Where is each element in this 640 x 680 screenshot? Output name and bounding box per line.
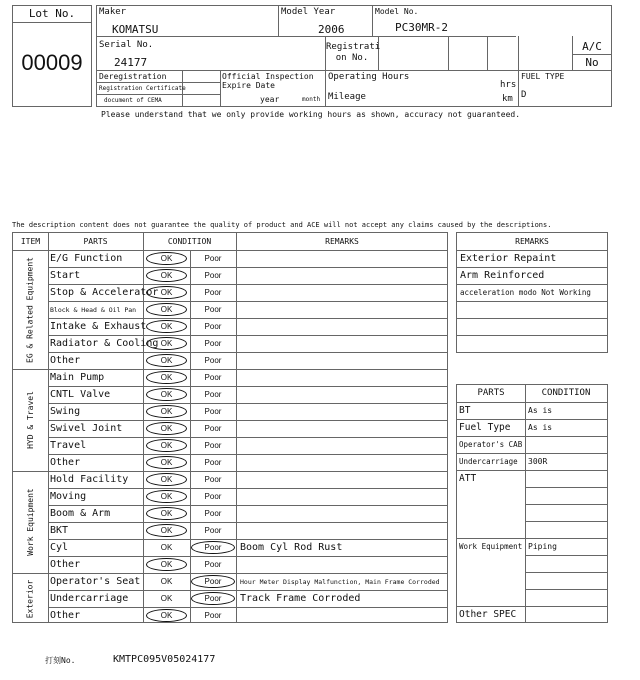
poor-option[interactable]: Poor (204, 254, 222, 263)
ok-option[interactable]: OK (160, 339, 173, 348)
poor-option[interactable]: Poor (204, 594, 222, 603)
divider (457, 419, 607, 420)
divider (48, 386, 447, 387)
serial-value: 24177 (114, 56, 148, 69)
part-name: BKT (50, 525, 69, 536)
stamp-label: 打刻No. (45, 656, 76, 665)
selected-circle-mark (191, 592, 235, 605)
selected-circle-mark (191, 575, 235, 588)
part-name: Swing (50, 406, 81, 417)
divider (457, 284, 607, 285)
ok-option[interactable]: OK (160, 390, 173, 399)
side-remark-text: Exterior Repaint (460, 253, 557, 264)
poor-option[interactable]: Poor (204, 492, 222, 501)
poor-option[interactable]: Poor (204, 577, 222, 586)
divider (525, 504, 607, 505)
part-name: Other (50, 457, 81, 468)
poor-option[interactable]: Poor (204, 407, 222, 416)
part-name: Intake & Exhaust (50, 321, 147, 332)
divider (96, 94, 220, 95)
serial-label: Serial No. (99, 40, 154, 50)
ok-option[interactable]: OK (160, 305, 173, 314)
part-name: E/G Function (50, 253, 123, 264)
divider (48, 267, 447, 268)
remark-text: Hour Meter Display Malfunction, Main Frame Corroded (240, 578, 440, 586)
selected-circle-mark (146, 405, 187, 418)
condition-table (12, 232, 448, 623)
selected-circle-mark (146, 286, 187, 299)
divider (525, 521, 607, 522)
divider (48, 437, 447, 438)
divider (48, 420, 447, 421)
divider (96, 36, 516, 37)
disclaimer: The description content does not guarantee the quality of product and ACE will not accept any claims caused by the descriptions. (12, 221, 552, 229)
selected-circle-mark (146, 303, 187, 316)
selected-circle-mark (146, 269, 187, 282)
side-remark-text: Arm Reinforced (460, 270, 545, 281)
divider (48, 284, 447, 285)
parts-condition-value: Piping (528, 542, 557, 551)
divider (457, 470, 607, 471)
parts-name: Fuel Type (459, 422, 511, 433)
remark-text: Boom Cyl Rod Rust (240, 542, 343, 553)
ac-label: A/C (582, 40, 602, 53)
selected-circle-mark (146, 524, 187, 537)
divider (48, 556, 447, 557)
side-remarks-header: REMARKS (515, 237, 549, 246)
parts-name: Other SPEC (459, 609, 517, 620)
divider (48, 488, 447, 489)
parts-name: BT (459, 405, 471, 416)
parts-condition-value: 300R (528, 457, 548, 466)
ok-option[interactable]: OK (160, 271, 173, 280)
ok-option[interactable]: OK (160, 492, 173, 501)
deregistration-label: Deregistration (99, 72, 167, 81)
selected-circle-mark (146, 473, 187, 486)
part-name: Start (50, 270, 81, 281)
model-no-value: PC30MR-2 (395, 21, 448, 34)
parts-table (456, 384, 608, 623)
divider (457, 352, 607, 353)
registration-label-2: on No. (335, 53, 369, 63)
ok-option[interactable]: OK (160, 373, 173, 382)
divider (278, 5, 279, 36)
poor-option[interactable]: Poor (204, 560, 222, 569)
divider (12, 22, 92, 23)
poor-option[interactable]: Poor (204, 356, 222, 365)
part-name: Swivel Joint (50, 423, 123, 434)
header-parts: PARTS (83, 237, 108, 246)
group-label: Work Equipment (25, 488, 35, 556)
hrs-unit: hrs (500, 80, 517, 90)
remark-text: Track Frame Corroded (240, 593, 361, 604)
divider (457, 301, 607, 302)
ok-option[interactable]: OK (160, 577, 173, 586)
part-name: Moving (50, 491, 87, 502)
part-name: Main Pump (50, 372, 105, 383)
divider (96, 70, 612, 71)
selected-circle-mark (146, 388, 187, 401)
ok-option[interactable]: OK (160, 543, 173, 552)
divider (48, 590, 447, 591)
divider (48, 505, 447, 506)
ok-option[interactable]: OK (160, 254, 173, 263)
poor-option[interactable]: Poor (204, 339, 222, 348)
parts-name: Operator's CAB (459, 440, 523, 449)
ok-option[interactable]: OK (160, 288, 173, 297)
group-label: HYD & Travel (25, 391, 35, 449)
divider (457, 267, 607, 268)
working-hours-notice: Please understand that we only provide working hours as shown, accuracy not guaranteed. (101, 110, 521, 119)
operating-hours-label: Operating Hours (328, 72, 410, 82)
divider (13, 471, 447, 472)
ok-option[interactable]: OK (160, 509, 173, 518)
divider (48, 352, 447, 353)
header-item: ITEM (20, 237, 41, 246)
poor-option[interactable]: Poor (204, 543, 222, 552)
divider (487, 36, 488, 70)
poor-option[interactable]: Poor (204, 390, 222, 399)
poor-option[interactable]: Poor (204, 288, 222, 297)
part-name: Hold Facility (50, 474, 129, 485)
part-name: Radiator & Cooling (50, 338, 159, 349)
cema-label: document of CEMA (104, 97, 162, 104)
selected-circle-mark (146, 320, 187, 333)
part-name: Undercarriage (50, 593, 129, 604)
divider (13, 250, 447, 251)
poor-option[interactable]: Poor (204, 475, 222, 484)
ok-option[interactable]: OK (160, 407, 173, 416)
divider (48, 454, 447, 455)
divider (48, 335, 447, 336)
model-year-label: Model Year (281, 7, 336, 17)
ok-option[interactable]: OK (160, 322, 173, 331)
ok-option[interactable]: OK (160, 356, 173, 365)
selected-circle-mark (146, 456, 187, 469)
part-name: Cyl (50, 542, 69, 553)
selected-circle-mark (146, 371, 187, 384)
divider (457, 606, 607, 607)
divider (236, 233, 237, 622)
divider (48, 522, 447, 523)
divider (48, 607, 447, 608)
maker-value: KOMATSU (112, 23, 159, 36)
selected-circle-mark (146, 439, 187, 452)
selected-circle-mark (191, 541, 235, 554)
poor-option[interactable]: Poor (204, 271, 222, 280)
ok-option[interactable]: OK (160, 526, 173, 535)
poor-option[interactable]: Poor (204, 611, 222, 620)
divider (518, 36, 519, 107)
poor-option[interactable]: Poor (204, 441, 222, 450)
divider (48, 301, 447, 302)
divider (13, 573, 447, 574)
header-condition: CONDITION (167, 237, 212, 246)
part-name: Other (50, 355, 81, 366)
part-name: Boom & Arm (50, 508, 111, 519)
ok-option[interactable]: OK (160, 424, 173, 433)
month-label: month (302, 96, 321, 103)
group-label: EG & Related Equipment (25, 256, 35, 363)
group-label: Exterior (25, 579, 35, 618)
inspection-label-2: Expire Date (222, 81, 275, 90)
lot-value: 00009 (21, 50, 83, 75)
selected-circle-mark (146, 490, 187, 503)
poor-option[interactable]: Poor (204, 509, 222, 518)
lot-label: Lot No. (28, 7, 76, 20)
ok-option[interactable]: OK (160, 475, 173, 484)
registration-label: Registrati (326, 42, 381, 52)
divider (96, 82, 220, 83)
divider (48, 233, 49, 622)
parts-header: PARTS (477, 388, 505, 398)
selected-circle-mark (146, 337, 187, 350)
part-name: Other (50, 559, 81, 570)
poor-option[interactable]: Poor (204, 322, 222, 331)
divider (48, 318, 447, 319)
maker-label: Maker (99, 7, 127, 17)
header-remarks: REMARKS (325, 237, 359, 246)
part-name: Block & Head & Oil Pan (50, 306, 137, 314)
selected-circle-mark (146, 252, 187, 265)
selected-circle-mark (146, 354, 187, 367)
ok-option[interactable]: OK (160, 458, 173, 467)
side-remarks-table (456, 232, 608, 353)
ok-option[interactable]: OK (160, 560, 173, 569)
ok-option[interactable]: OK (160, 611, 173, 620)
divider (572, 54, 612, 55)
divider (48, 403, 447, 404)
divider (457, 436, 607, 437)
divider (48, 539, 447, 540)
stamp-value: KMTPC095V05024177 (113, 654, 216, 665)
mileage-label: Mileage (328, 92, 366, 102)
parts-name: Work Equipment (459, 542, 523, 551)
parts-name: Undercarriage (459, 457, 518, 466)
selected-circle-mark (146, 558, 187, 571)
poor-option[interactable]: Poor (204, 373, 222, 382)
fuel-type-label: FUEL TYPE (521, 72, 565, 81)
part-name: Operator's Seat (50, 576, 141, 587)
poor-option[interactable]: Poor (204, 305, 222, 314)
divider (457, 402, 607, 403)
divider (220, 70, 221, 107)
divider (457, 335, 607, 336)
divider (457, 453, 607, 454)
selected-circle-mark (146, 609, 187, 622)
selected-circle-mark (146, 422, 187, 435)
divider (457, 318, 607, 319)
part-name: CNTL Valve (50, 389, 111, 400)
fuel-type-value: D (521, 90, 527, 100)
divider (525, 589, 607, 590)
divider (448, 36, 449, 70)
divider (457, 538, 607, 539)
registration-certificate-label: Registration Certificate (99, 85, 186, 92)
parts-condition-header: CONDITION (541, 388, 591, 398)
part-name: Other (50, 610, 81, 621)
selected-circle-mark (146, 507, 187, 520)
side-remark-text: acceleration modo Not Working (460, 288, 591, 297)
divider (525, 572, 607, 573)
model-year-value: 2006 (318, 23, 345, 36)
inspection-label: Official Inspection (222, 72, 314, 81)
divider (372, 5, 373, 36)
parts-condition-value: As is (528, 406, 553, 415)
divider (13, 369, 447, 370)
poor-option[interactable]: Poor (204, 424, 222, 433)
model-no-label: Model No. (375, 7, 419, 16)
ok-option[interactable]: OK (160, 594, 173, 603)
ok-option[interactable]: OK (160, 441, 173, 450)
parts-name: ATT (459, 473, 477, 484)
part-name: Stop & Accelerator (50, 287, 159, 298)
parts-condition-value: As is (528, 423, 553, 432)
part-name: Travel (50, 440, 87, 451)
year-label: year (260, 95, 280, 104)
poor-option[interactable]: Poor (204, 526, 222, 535)
ac-value: No (585, 56, 599, 69)
divider (525, 555, 607, 556)
poor-option[interactable]: Poor (204, 458, 222, 467)
km-unit: km (502, 94, 513, 104)
divider (457, 250, 607, 251)
divider (525, 487, 607, 488)
